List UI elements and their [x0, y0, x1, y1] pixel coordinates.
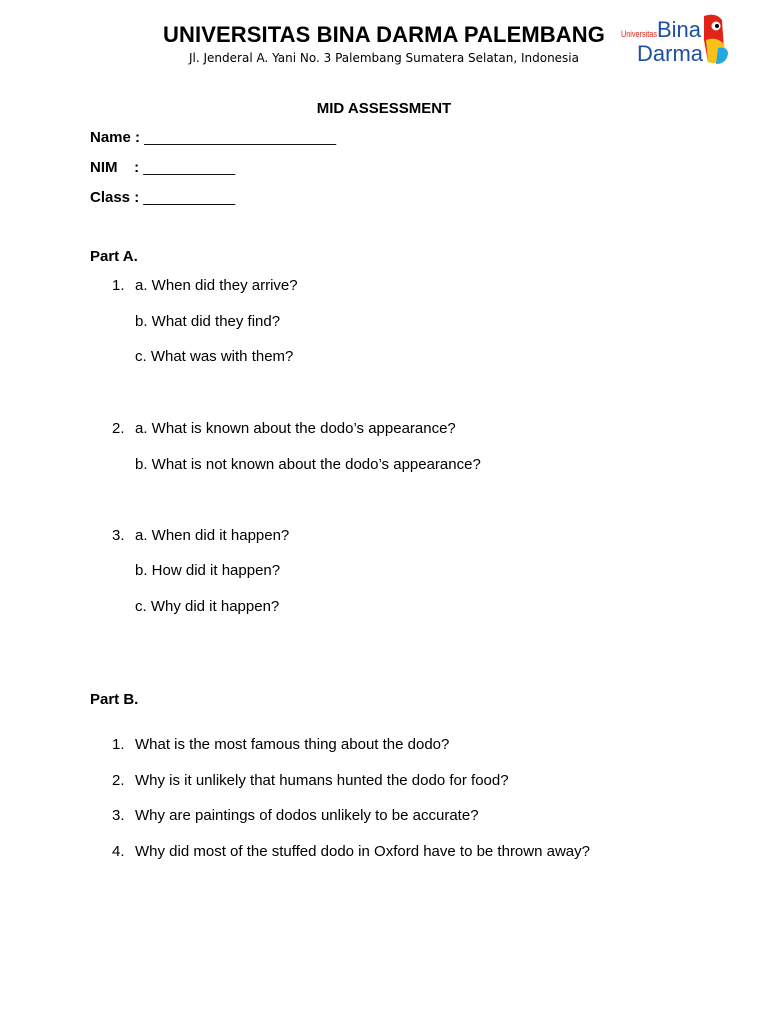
- name-field: [90, 129, 336, 146]
- part-b-item-2-number: 2.: [112, 772, 125, 789]
- header-address: Jl. Jenderal A. Yani No. 3 Palembang Sumatera Selatan, Indonesia: [189, 51, 579, 65]
- part-a-q1b: b. What did they find?: [135, 313, 281, 330]
- part-a-q1c: c. What was with them?: [135, 348, 294, 365]
- part-a-q2-number: 2.: [112, 420, 125, 437]
- part-b-item-4: Why did most of the stuffed dodo in Oxford have to be thrown away?: [135, 843, 590, 860]
- part-a-q1a: a. When did they arrive?: [135, 277, 298, 294]
- part-b-item-1-number: 1.: [112, 736, 125, 753]
- class-label: Class :: [90, 189, 140, 206]
- part-b-item-3: Why are paintings of dodos unlikely to be accurate?: [135, 807, 479, 824]
- part-a-q3b: b. How did it happen?: [135, 562, 281, 579]
- name-blank-line: _______________________: [144, 129, 337, 146]
- part-b-heading: Part B.: [90, 691, 139, 708]
- university-logo: [620, 10, 732, 68]
- logo-word-bina: Bina: [657, 17, 702, 42]
- logo-mascot-icon: [704, 15, 728, 64]
- part-a-q3-number: 3.: [112, 527, 125, 544]
- part-b-item-3-number: 3.: [112, 807, 125, 824]
- part-a-heading: Part A.: [90, 248, 138, 265]
- part-a-q1-number: 1.: [112, 277, 125, 294]
- part-a-q3c: c. Why did it happen?: [135, 598, 280, 615]
- header-title: UNIVERSITAS BINA DARMA PALEMBANG: [163, 22, 605, 47]
- nim-field: [90, 159, 235, 176]
- part-a-q3a: a. When did it happen?: [135, 527, 290, 544]
- logo-small-text: Universitas: [621, 29, 658, 39]
- class-field: [90, 189, 235, 206]
- document-title: MID ASSESSMENT: [316, 100, 452, 117]
- part-b-item-4-number: 4.: [112, 843, 125, 860]
- part-a-q2b: b. What is not known about the dodo’s appearance?: [135, 456, 481, 473]
- class-blank-line: ___________: [143, 189, 236, 206]
- logo-word-darma: Darma: [637, 41, 704, 66]
- part-b-item-2: Why is it unlikely that humans hunted the dodo for food?: [135, 772, 509, 789]
- part-a-q2a: a. What is known about the dodo’s appearance?: [135, 420, 456, 437]
- part-b-item-1: What is the most famous thing about the dodo?: [135, 736, 450, 753]
- nim-blank-line: ___________: [143, 159, 236, 176]
- nim-label: NIM :: [90, 159, 140, 176]
- name-label: Name :: [90, 129, 141, 146]
